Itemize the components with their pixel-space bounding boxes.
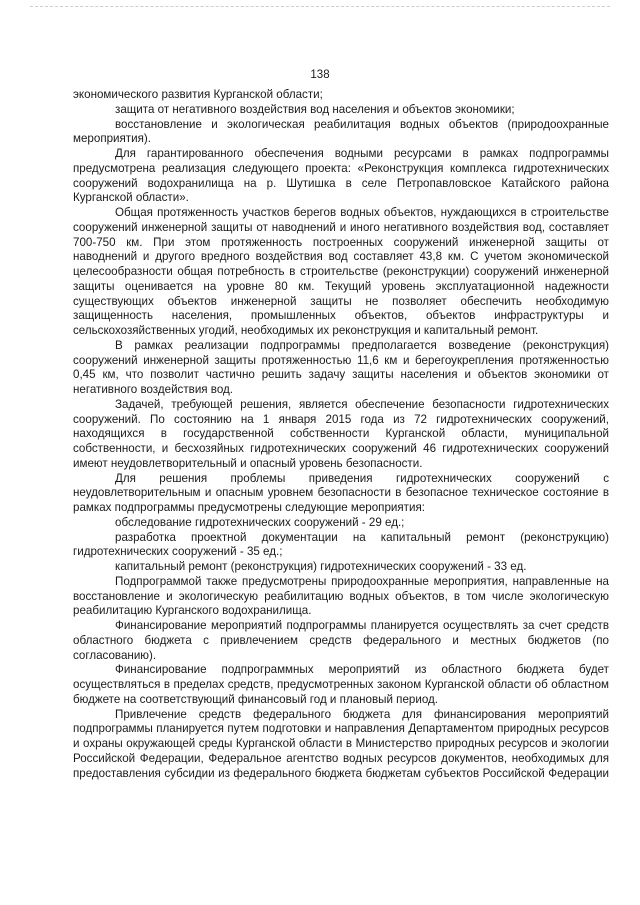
list-item-inspection: обследование гидротехнических сооружений - 29 ед.; xyxy=(115,515,405,529)
paragraph-engineering-protection: В рамках реализации подпрограммы предполагается возведение (реконструкция) сооружений инженерной защиты протяженностью 11,6 км и берегоукрепления протяженностью 0,45 км, что позволит частично решить задачу защиты населения и объектов экономики от негативного воздействия вод. xyxy=(73,338,609,396)
paragraph-federal-budget: Привлечение средств федерального бюджета для финансирования мероприятий подпрограммы планируется путем подготовки и направления Департаментом природных ресурсов и охраны окружающей среды Курганской области в Министерство природных ресурсов и экологии Российской Федерации, Федеральное агентство водных ресурсов документов, необходимых для предоставления субсидии из федерального бюджета бюджетам субъектов Российской Федерации xyxy=(73,707,609,780)
paragraph-nature-protection: Подпрограммой также предусмотрены природоохранные мероприятия, направленные на восстановление и экологическую реабилитацию водных объектов, в том числе экологическую реабилитацию Курганского водохранилища. xyxy=(73,574,609,618)
paragraph-regional-budget: Финансирование подпрограммных мероприятий из областного бюджета будет осуществляться в пределах средств, предусмотренных законом Курганской области об областном бюджете на соответствующий финансовый год и плановый период. xyxy=(73,663,609,706)
paragraph-shore-length: Общая протяженность участков берегов водных объектов, нуждающихся в строительстве сооружений инженерной защиты от наводнений и иного негативного воздействия вод, составляет 700-750 км. При этом протяженность построенных сооружений инженерной защиты от наводнений и другого вредного воздействия вод составляет 43,8 км. С учетом экономической целесообразности общая потребность в строительстве (реконструкции) сооружений инженерной защиты оценивается на уровне 80 км. Текущий уровень эксплуатационной надежности существующих объектов инженерной защиты не позволяет обеспечить необходимую защищенность населения, промышленных объектов, объектов инфраструктуры и сельскохозяйственных угодий, необходимых их реконструкция и капитальный ремонт. xyxy=(73,206,609,337)
paragraph-financing: Финансирование мероприятий подпрограммы планируется осуществлять за счет средств областного бюджета с привлечением средств федерального и местных бюджетов (по согласованию). xyxy=(73,619,609,662)
list-item-design-docs: разработка проектной документации на капитальный ремонт (реконструкцию) гидротехнических сооружений - 35 ед.; xyxy=(73,530,609,559)
paragraph-problem-solution: Для решения проблемы приведения гидротехнических сооружений с неудовлетворительным и опасным уровнем безопасности в безопасное техническое состояние в рамках подпрограммы предусмотрены следующие мероприятия: xyxy=(73,471,609,514)
list-item-capital-repair: капитальный ремонт (реконструкция) гидротехнических сооружений - 33 ед. xyxy=(115,560,527,573)
paragraph-restoration-item: восстановление и экологическая реабилитация водных объектов (природоохранные мероприятия). xyxy=(73,117,609,146)
page-number: 138 xyxy=(310,69,330,81)
paragraph-water-supply: Для гарантированного обеспечения водными ресурсами в рамках подпрограммы предусмотрена реализация следующего проекта: «Реконструкция комплекса гидротехнических сооружений водохранилища на р. Шутишка в селе Петропавловское Катайского района Курганской области». xyxy=(73,147,609,205)
paragraph-continuation: экономического развития Курганской области; xyxy=(73,88,323,101)
document-body xyxy=(73,88,609,781)
paragraph-protection-item: защита от негативного воздействия вод населения и объектов экономики; xyxy=(115,102,515,116)
scan-edge-artifact xyxy=(30,6,610,9)
paragraph-safety-task: Задачей, требующей решения, является обеспечение безопасности гидротехнических сооружений. По состоянию на 1 января 2015 года из 72 гидротехнических сооружений, находящихся в государственной собственности Курганской области, муниципальной собственности, и бесхозяйных гидротехнических сооружений 46 гидротехнических сооружений имеют неудовлетворительный и опасный уровень безопасности. xyxy=(73,397,609,470)
